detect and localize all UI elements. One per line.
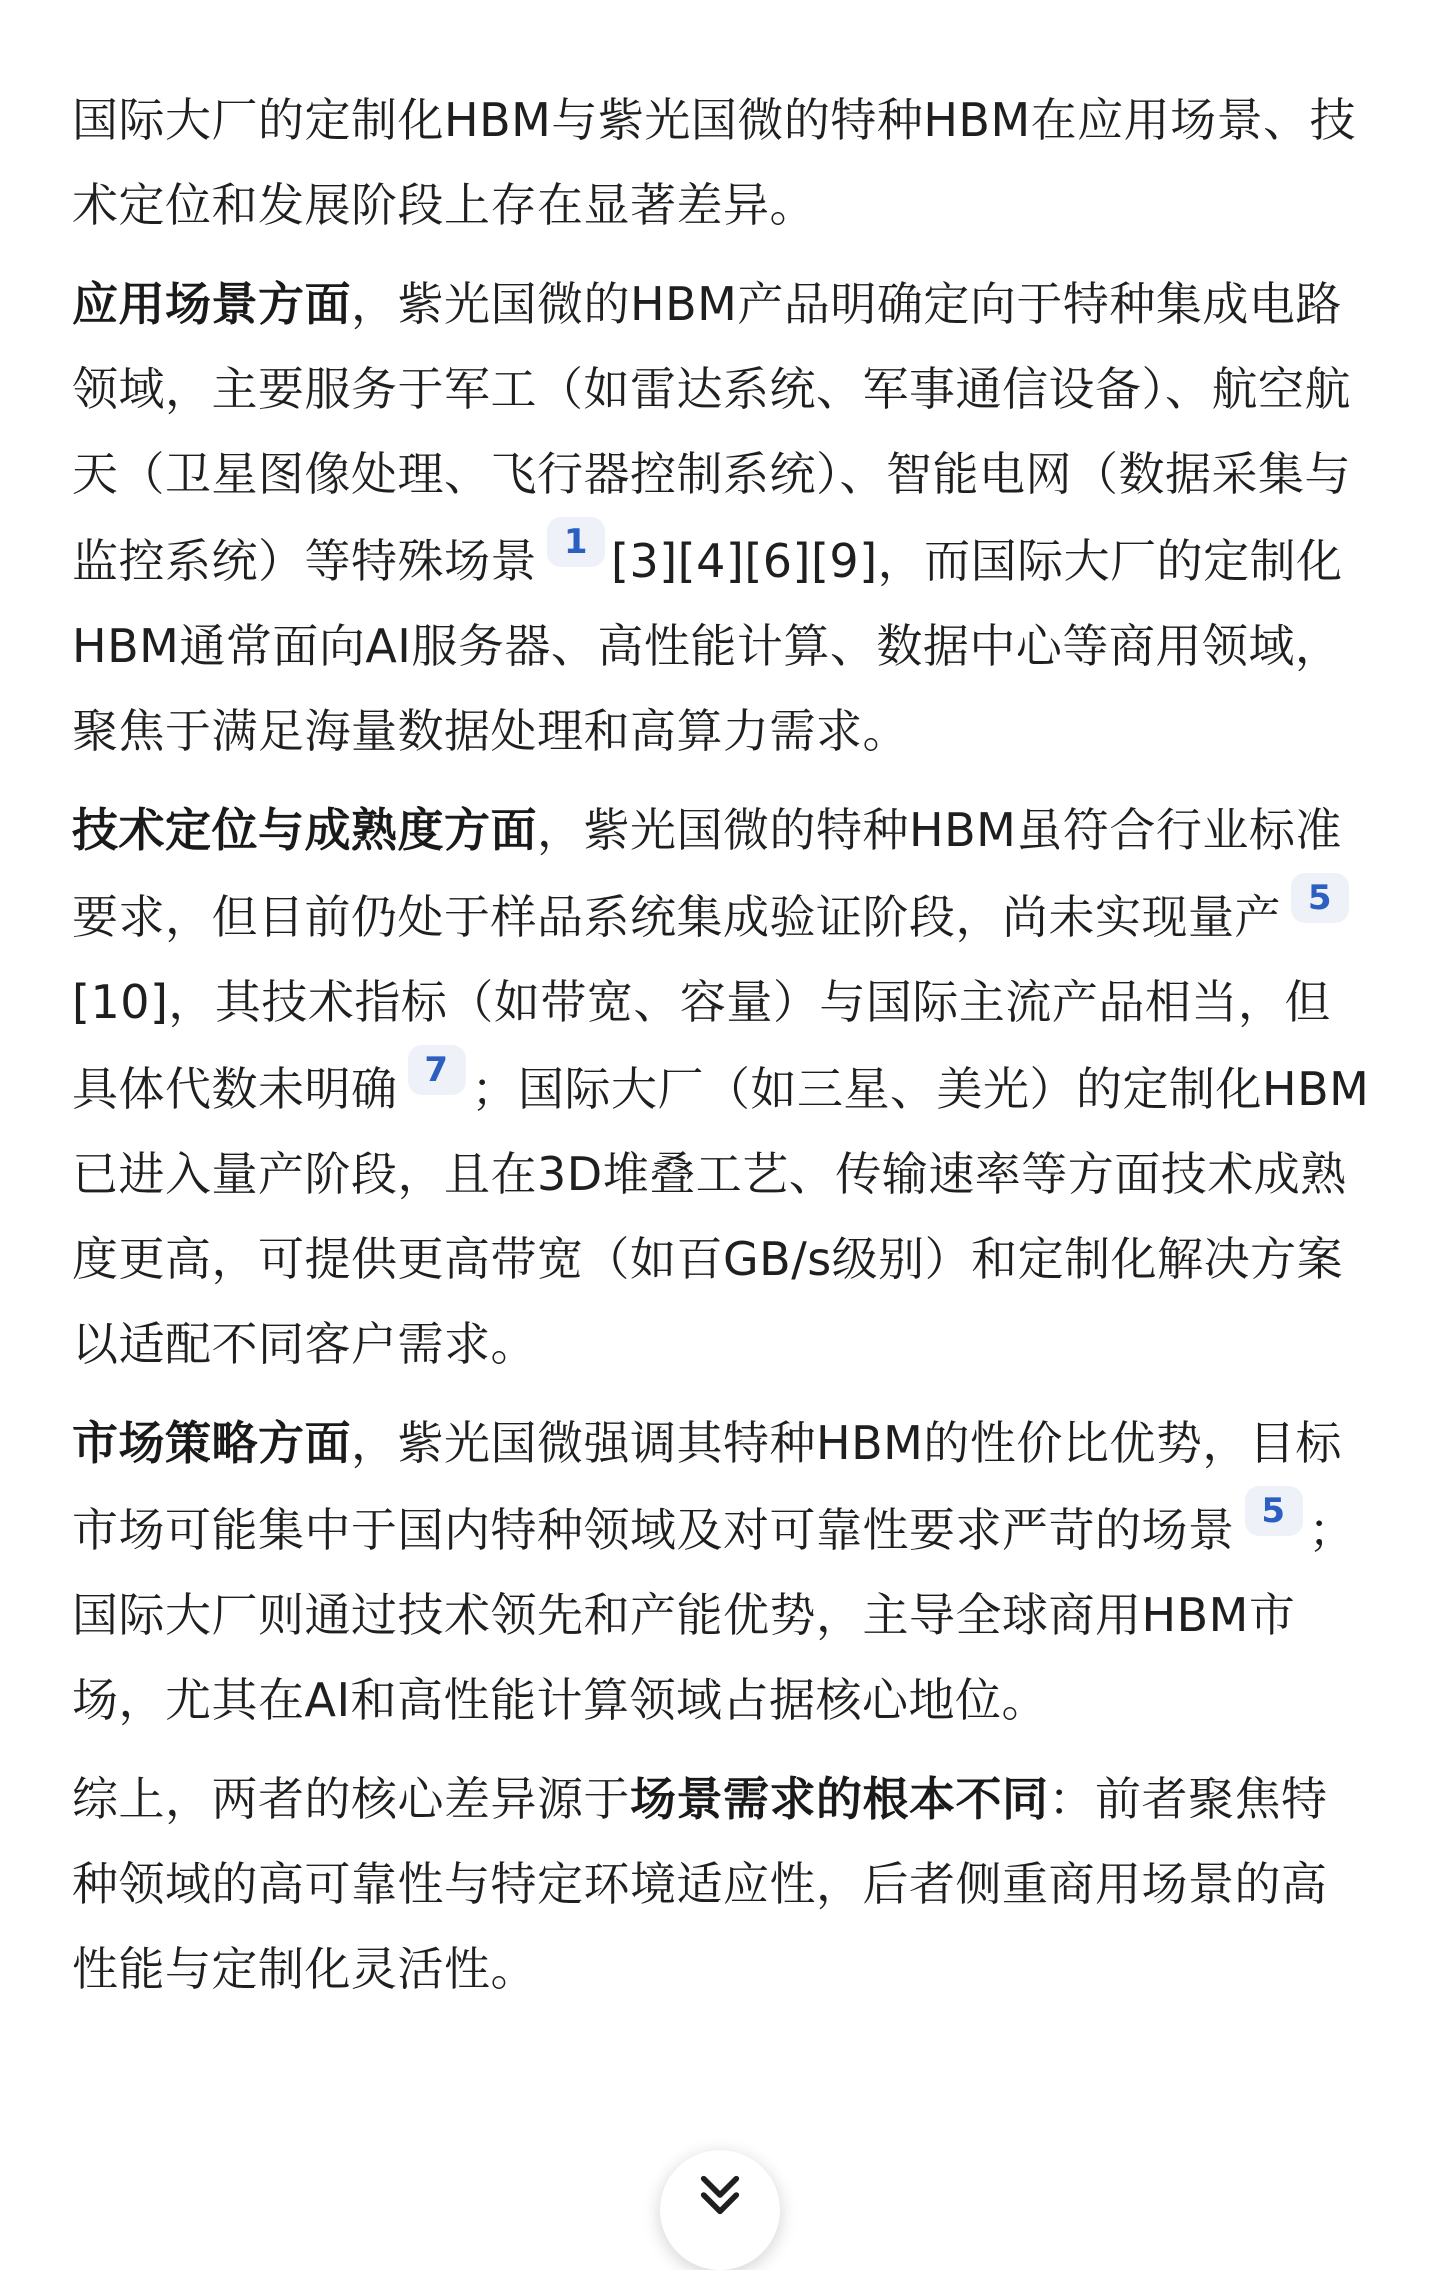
paragraph-text: 综上，两者的核心差异源于: [72, 1772, 630, 1826]
citation-badge-5[interactable]: 5: [1245, 1486, 1303, 1536]
answer-content: [72, 78, 1372, 2026]
section-heading-market: 市场策略方面: [72, 1416, 351, 1470]
paragraph-market-strategy: [72, 1401, 1372, 1743]
paragraph-intro: [72, 78, 1372, 248]
citation-badge-1[interactable]: 1: [547, 517, 605, 567]
paragraph-text: [10]，其技术指标（如带宽、容量）与国际主流产品相当，但具体代数未明确: [72, 975, 1331, 1116]
paragraph-summary: [72, 1757, 1372, 2012]
section-heading-technology: 技术定位与成熟度方面: [72, 803, 537, 857]
paragraph-text: ，紫光国微强调其特种HBM的性价比优势，目标市场可能集中于国内特种领域及对可靠性要求严苛的场景: [72, 1416, 1342, 1557]
paragraph-text: ；国际大厂则通过技术领先和产能优势，主导全球商用HBM市场，尤其在AI和高性能计算领域占据核心地位。: [72, 1503, 1355, 1727]
paragraph-text: ，紫光国微的特种HBM虽符合行业标准要求，但目前仍处于样品系统集成验证阶段，尚未实现量产: [72, 803, 1342, 944]
summary-emphasis: 场景需求的根本不同: [630, 1772, 1049, 1826]
expand-more-button[interactable]: [660, 2150, 780, 2270]
citation-badge-5[interactable]: 5: [1291, 873, 1349, 923]
paragraph-text: ：前者聚焦特种领域的高可靠性与特定环境适应性，后者侧重商用场景的高性能与定制化灵活性。: [72, 1772, 1328, 1996]
double-chevron-down-icon: [692, 2167, 748, 2223]
paragraph-application-scenarios: [72, 262, 1372, 774]
paragraph-text: ；国际大厂（如三星、美光）的定制化HBM已进入量产阶段，且在3D堆叠工艺、传输速率等方面技术成熟度更高，可提供更高带宽（如百GB/s级别）和定制化解决方案以适配不同客户需求。: [72, 1062, 1370, 1371]
paragraph-text: ，紫光国微的HBM产品明确定向于特种集成电路领域，主要服务于军工（如雷达系统、军事通信设备）、航空航天（卫星图像处理、飞行器控制系统）、智能电网（数据采集与监控系统）等特殊场景: [72, 277, 1351, 588]
paragraph-text: 国际大厂的定制化HBM与紫光国微的特种HBM在应用场景、技术定位和发展阶段上存在显著差异。: [72, 93, 1357, 232]
paragraph-text: [3][4][6][9]，而国际大厂的定制化HBM通常面向AI服务器、高性能计算、数据中心等商用领域，聚焦于满足海量数据处理和高算力需求。: [72, 534, 1343, 758]
citation-badge-7[interactable]: 7: [408, 1045, 466, 1095]
section-heading-application: 应用场景方面: [72, 277, 351, 331]
paragraph-technology-maturity: [72, 788, 1372, 1387]
